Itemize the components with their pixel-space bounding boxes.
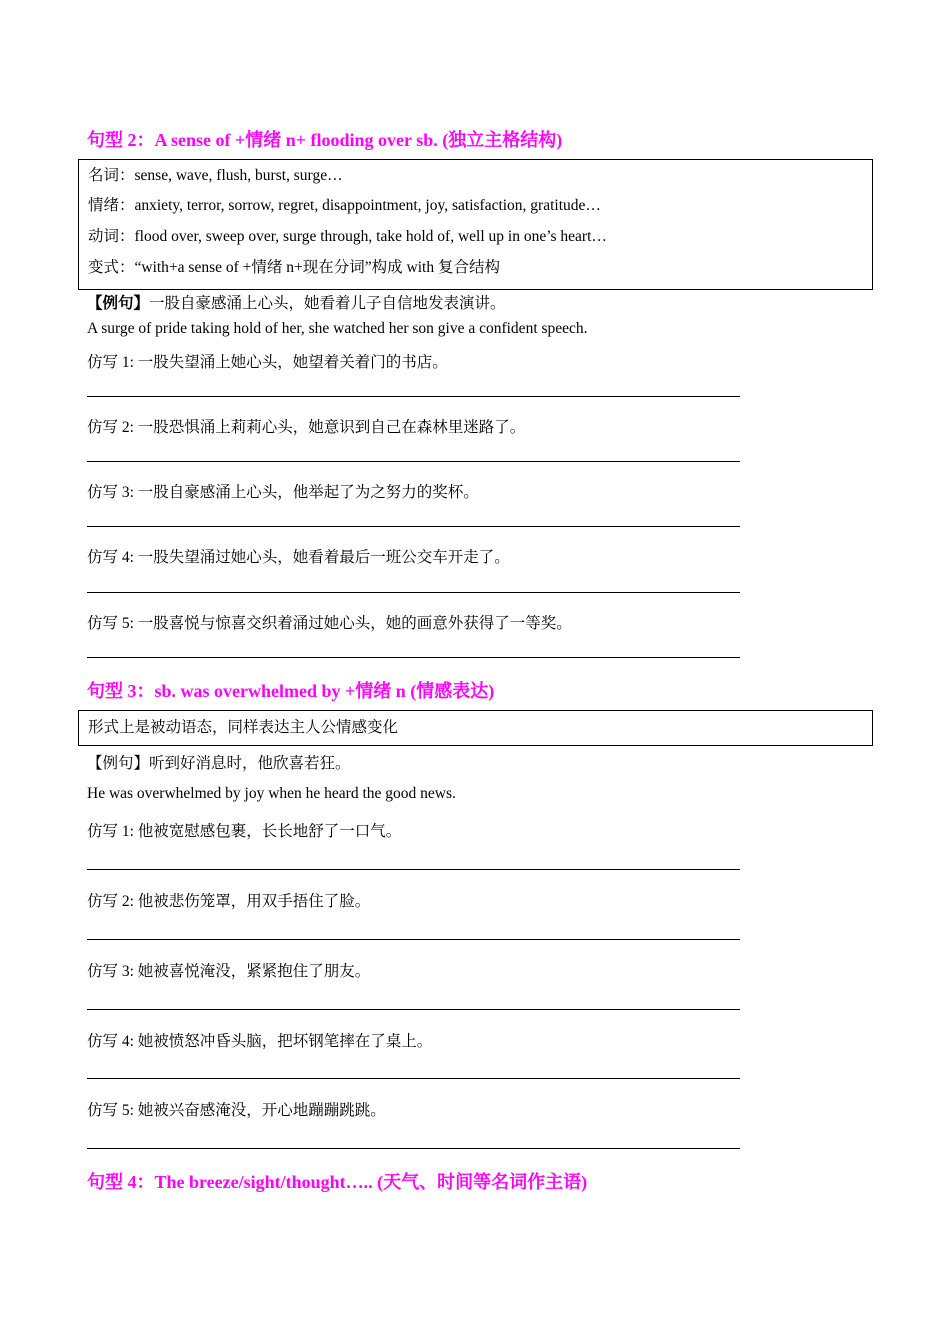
section-3-example-cn [87, 751, 351, 773]
answer-line[interactable] [87, 396, 740, 397]
example-cn-text: 听到好消息时，他欣喜若狂。 [149, 755, 351, 772]
vocab-variant: 变式：“with+a sense of +情绪 n+现在分词”构成 with 复合结构 [88, 259, 500, 276]
answer-line[interactable] [87, 461, 740, 462]
section-3-exercise-4: 仿写 4: 她被愤怒冲昏头脑，把坏钢笔摔在了桌上。 [87, 1033, 433, 1050]
note-passive-voice: 形式上是被动语态，同样表达主人公情感变化 [88, 719, 399, 736]
answer-line[interactable] [87, 526, 740, 527]
section-3-exercise-2: 仿写 2: 他被悲伤笼罩，用双手捂住了脸。 [87, 893, 371, 910]
vocab-emotions: 情绪：anxiety, terror, sorrow, regret, disappointment, joy, satisfaction, gratitude… [88, 197, 601, 214]
example-cn-text: 一股自豪感涌上心头，她看着儿子自信地发表演讲。 [149, 295, 506, 312]
answer-line[interactable] [87, 592, 740, 593]
answer-line[interactable] [87, 1148, 740, 1149]
vocab-nouns: 名词：sense, wave, flush, burst, surge… [88, 167, 343, 184]
section-4-heading: 句型 4：The breeze/sight/thought….. (天气、时间等名词作主语) [87, 1172, 588, 1192]
section-2-example-en: A surge of pride taking hold of her, she watched her son give a confident speech. [87, 320, 588, 337]
example-tag: 【例句】 [87, 295, 150, 312]
section-3-example-en: He was overwhelmed by joy when he heard the good news. [87, 785, 456, 802]
section-2-exercise-2: 仿写 2: 一股恐惧涌上莉莉心头，她意识到自己在森林里迷路了。 [87, 419, 526, 436]
section-2-exercise-4: 仿写 4: 一股失望涌过她心头，她看着最后一班公交车开走了。 [87, 549, 510, 566]
section-3-exercise-5: 仿写 5: 她被兴奋感淹没，开心地蹦蹦跳跳。 [87, 1102, 386, 1119]
example-tag: 【例句】 [87, 755, 150, 772]
section-2-vocab-box [78, 159, 873, 290]
answer-line[interactable] [87, 1009, 740, 1010]
section-3-note-box [78, 710, 873, 746]
section-3-exercise-1: 仿写 1: 他被宽慰感包裹，长长地舒了一口气。 [87, 823, 402, 840]
section-2-exercise-3: 仿写 3: 一股自豪感涌上心头，他举起了为之努力的奖杯。 [87, 484, 479, 501]
section-2-example-cn [87, 291, 506, 313]
section-2-heading: 句型 2：A sense of +情绪 n+ flooding over sb. (独立主格结构) [87, 130, 563, 150]
section-3-heading: 句型 3：sb. was overwhelmed by +情绪 n (情感表达) [87, 681, 495, 701]
section-2-exercise-1: 仿写 1: 一股失望涌上她心头，她望着关着门的书店。 [87, 354, 448, 371]
vocab-verbs: 动词：flood over, sweep over, surge through, take hold of, well up in one’s heart… [88, 228, 607, 245]
answer-line[interactable] [87, 869, 740, 870]
section-3-exercise-3: 仿写 3: 她被喜悦淹没，紧紧抱住了朋友。 [87, 963, 371, 980]
answer-line[interactable] [87, 939, 740, 940]
answer-line[interactable] [87, 657, 740, 658]
answer-line[interactable] [87, 1078, 740, 1079]
section-2-exercise-5: 仿写 5: 一股喜悦与惊喜交织着涌过她心头，她的画意外获得了一等奖。 [87, 615, 572, 632]
